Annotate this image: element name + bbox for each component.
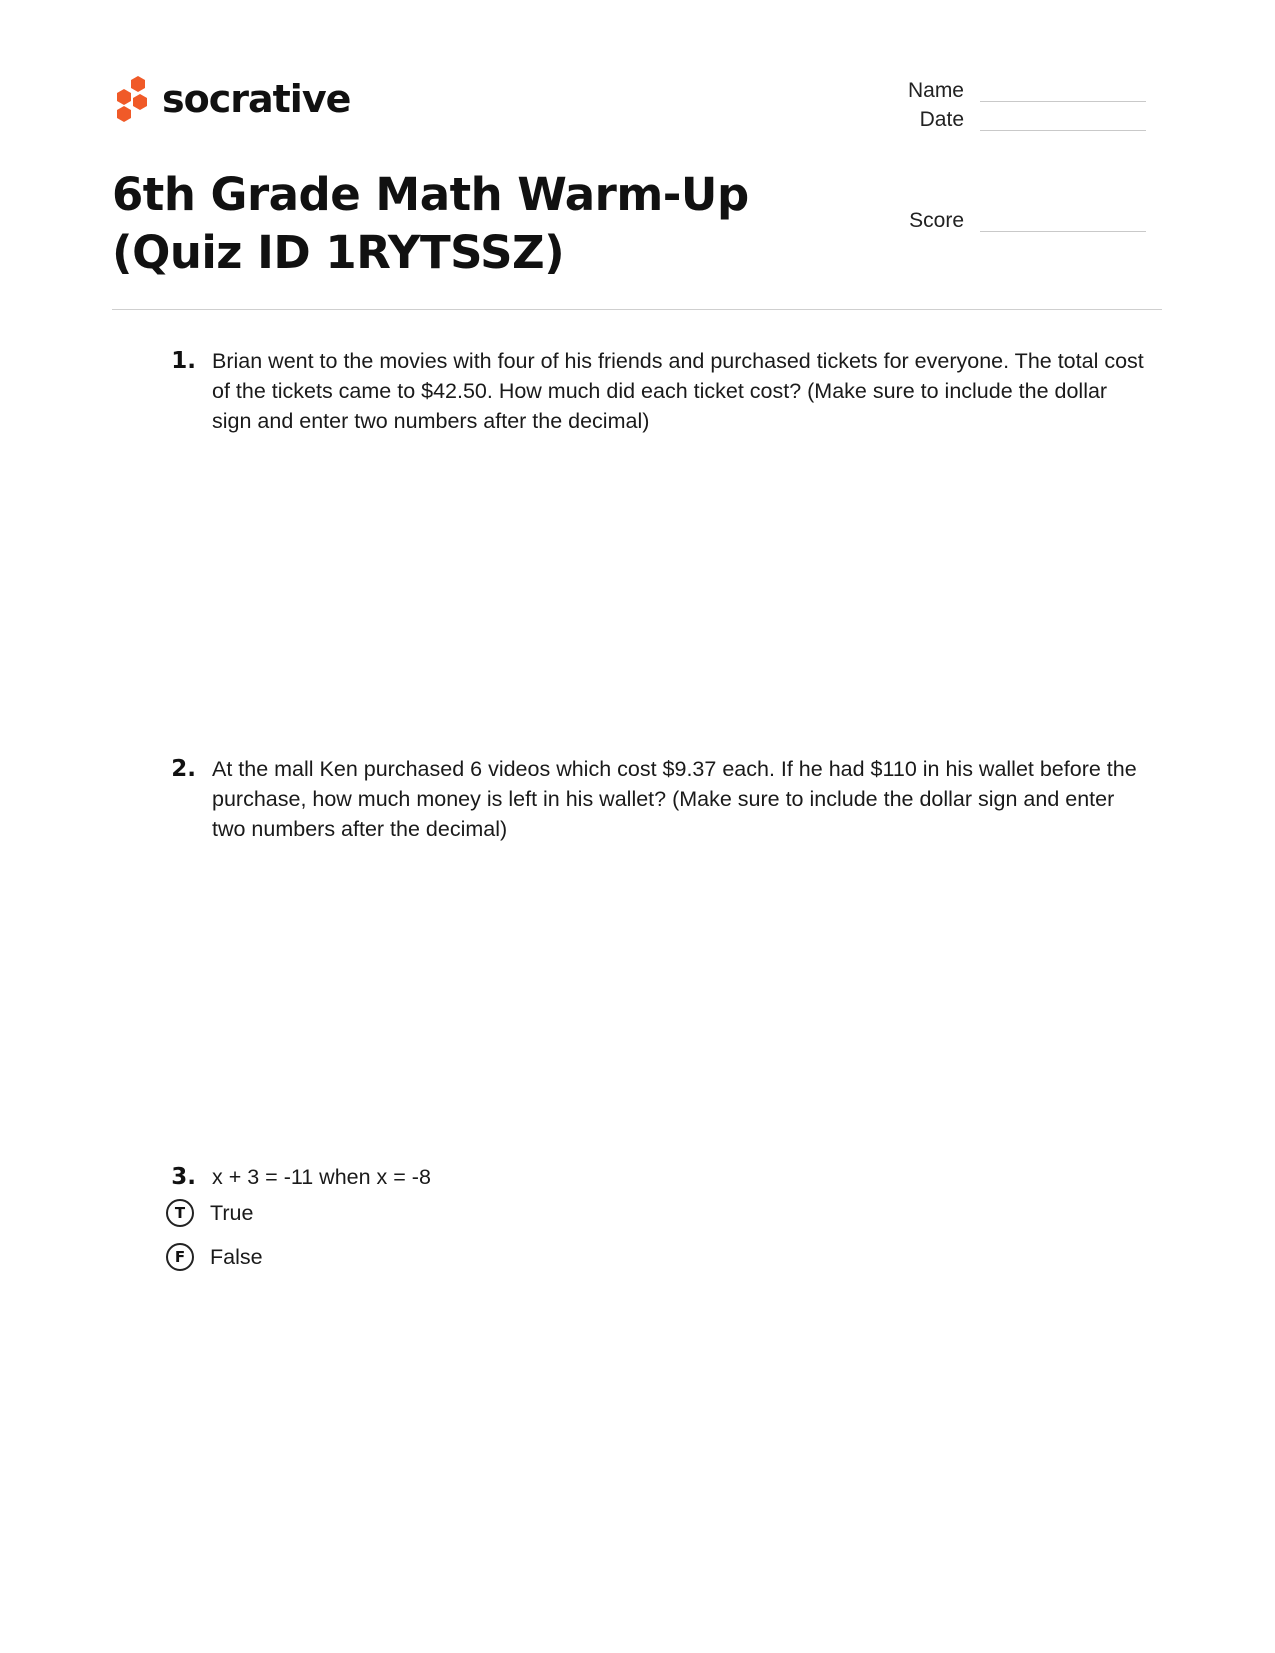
score-label: Score <box>909 209 964 232</box>
date-field[interactable] <box>864 107 1146 133</box>
question-text: x + 3 = -11 when x = -8 <box>212 1165 431 1189</box>
option-false[interactable] <box>166 1241 263 1273</box>
brand-wordmark: socrative <box>162 77 351 121</box>
question-3 <box>160 1162 1145 1192</box>
name-field[interactable] <box>864 78 1146 104</box>
question-number: 1. <box>171 348 196 374</box>
question-1 <box>160 346 1145 436</box>
page-title: 6th Grade Math Warm-Up (Quiz ID 1RYTSSZ) <box>112 168 749 279</box>
option-true[interactable] <box>166 1197 253 1229</box>
answer-bubble-t[interactable]: T <box>166 1199 194 1227</box>
score-line[interactable] <box>980 231 1146 232</box>
question-number: 3. <box>171 1164 196 1190</box>
question-text: At the mall Ken purchased 6 videos which cost $9.37 each. If he had $110 in his wallet before the purchase, how much money is left in his wallet? (Make sure to include the dollar sign and enter two numbers after the decimal) <box>212 757 1137 841</box>
honeycomb-logo-icon <box>112 74 150 124</box>
question-text: Brian went to the movies with four of his friends and purchased tickets for everyone. The total cost of the tickets came to $42.50. How much did each ticket cost? (Make sure to include the dollar sign and enter two numbers after the decimal) <box>212 349 1144 433</box>
header-divider <box>112 309 1162 310</box>
option-label-false: False <box>210 1244 263 1269</box>
option-label-true: True <box>210 1200 254 1225</box>
question-2 <box>160 754 1145 844</box>
name-label: Name <box>907 79 964 102</box>
score-field[interactable] <box>864 208 1146 234</box>
date-line[interactable] <box>980 130 1146 131</box>
socrative-logo <box>112 74 350 124</box>
name-line[interactable] <box>980 101 1146 102</box>
answer-bubble-f[interactable]: F <box>166 1243 194 1271</box>
date-label: Date <box>919 108 964 131</box>
question-number: 2. <box>171 756 196 782</box>
